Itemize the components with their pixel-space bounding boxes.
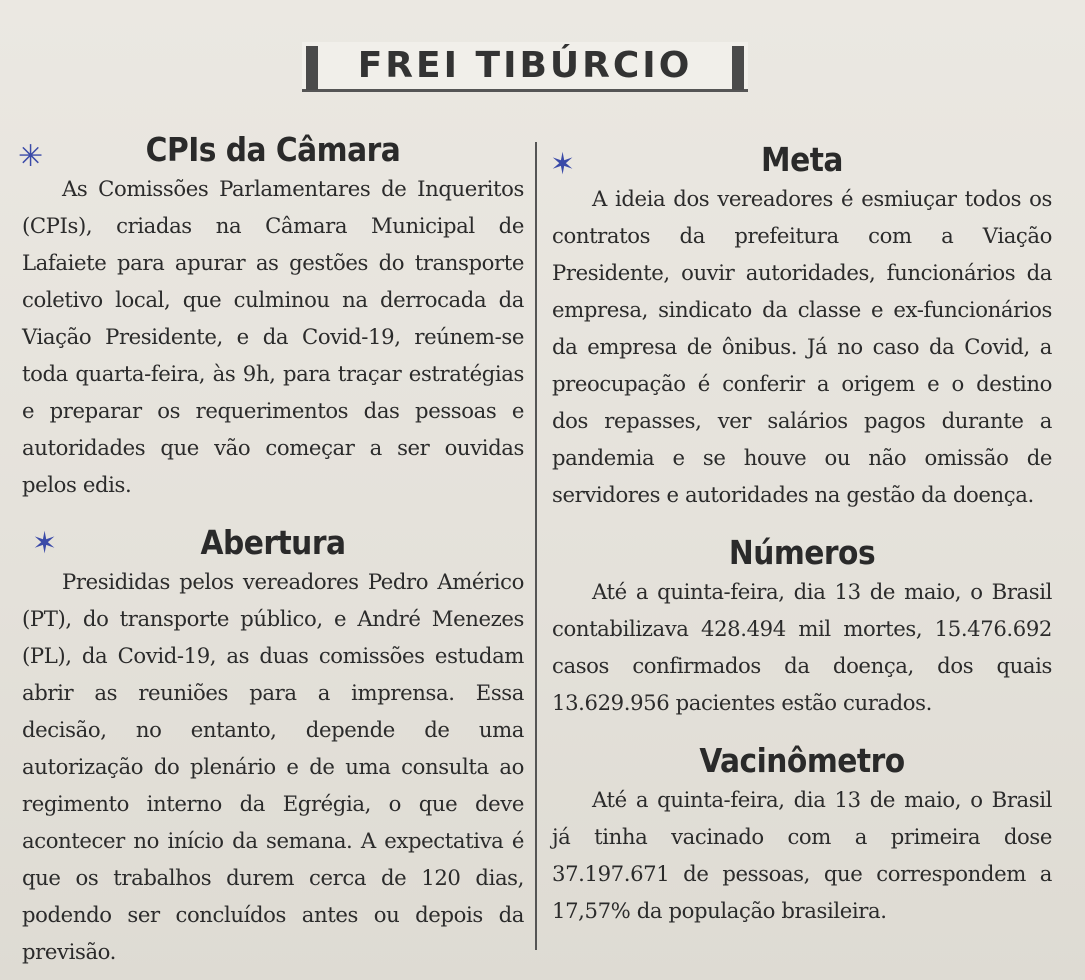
asterisk-icon: ✳ — [18, 139, 44, 174]
section-body: Até a quinta-feira, dia 13 de maio, o Brasil contabilizava 428.494 mil mortes, 15.476.692 casos confirmados da doença, dos quais 13.629.956 pacientes estão curados. — [552, 579, 1052, 715]
masthead-title: FREI TIBÚRCIO — [357, 45, 693, 86]
section-body: Até a quinta-feira, dia 13 de maio, o Brasil já tinha vacinado com a primeira dose 37.197.671 de pessoas, que correspondem a 17,57% da população brasileira. — [552, 787, 1052, 923]
section-body: As Comissões Parlamentares de Inqueritos (CPIs), criadas na Câmara Municipal de Lafaiete para apurar as gestões do transporte coletivo local, que culminou na derrocada da Viação Presidente, e da Covid-19, reúnem-se toda quarta-feira, às 9h, para traçar estratégias e preparar os requerimentos das pessoas e autoridades que vão começar a ser ouvidas pelos edis. — [22, 176, 524, 497]
masthead-bar-left — [306, 46, 318, 90]
section-heading: Meta — [761, 140, 843, 179]
section-cpis — [18, 130, 524, 503]
section-abertura — [22, 523, 524, 970]
masthead-bar-right — [732, 46, 744, 90]
section-heading: CPIs da Câmara — [145, 130, 401, 169]
section-meta — [552, 140, 1052, 513]
section-heading: Números — [728, 533, 876, 572]
right-column — [552, 130, 1052, 929]
masthead — [302, 42, 748, 92]
section-body: A ideia dos vereadores é esmiuçar todos os contratos da prefeitura com a Viação Presidente, ouvir autoridades, funcionários da empresa, sindicato da classe e ex-funcionários da empresa de ônibus. Já no caso da Covid, a preocupação é conferir a origem e o destino dos repasses, ver salários pagos durante a pandemia e se houve ou não omissão de servidores e autoridades na gestão da doença. — [552, 186, 1052, 507]
section-numeros — [552, 533, 1052, 721]
section-body: Presididas pelos vereadores Pedro Américo (PT), do transporte público, e André Menezes (PL), da Covid-19, as duas comissões estudam abrir as reuniões para a imprensa. Essa decisão, no entanto, depende de uma autorização do plenário e de uma consulta ao regimento interno da Egrégia, o que deve acontecer no início da semana. A expectativa é que os trabalhos durem cerca de 120 dias, podendo ser concluídos antes ou depois da previsão. — [22, 569, 524, 964]
left-column — [18, 130, 524, 970]
asterisk-icon: ✶ — [550, 147, 576, 182]
asterisk-icon: ✶ — [32, 526, 58, 561]
section-heading: Vacinômetro — [699, 741, 905, 780]
column-divider — [535, 142, 537, 950]
section-heading: Abertura — [200, 523, 346, 562]
section-vacinometro — [552, 741, 1052, 929]
